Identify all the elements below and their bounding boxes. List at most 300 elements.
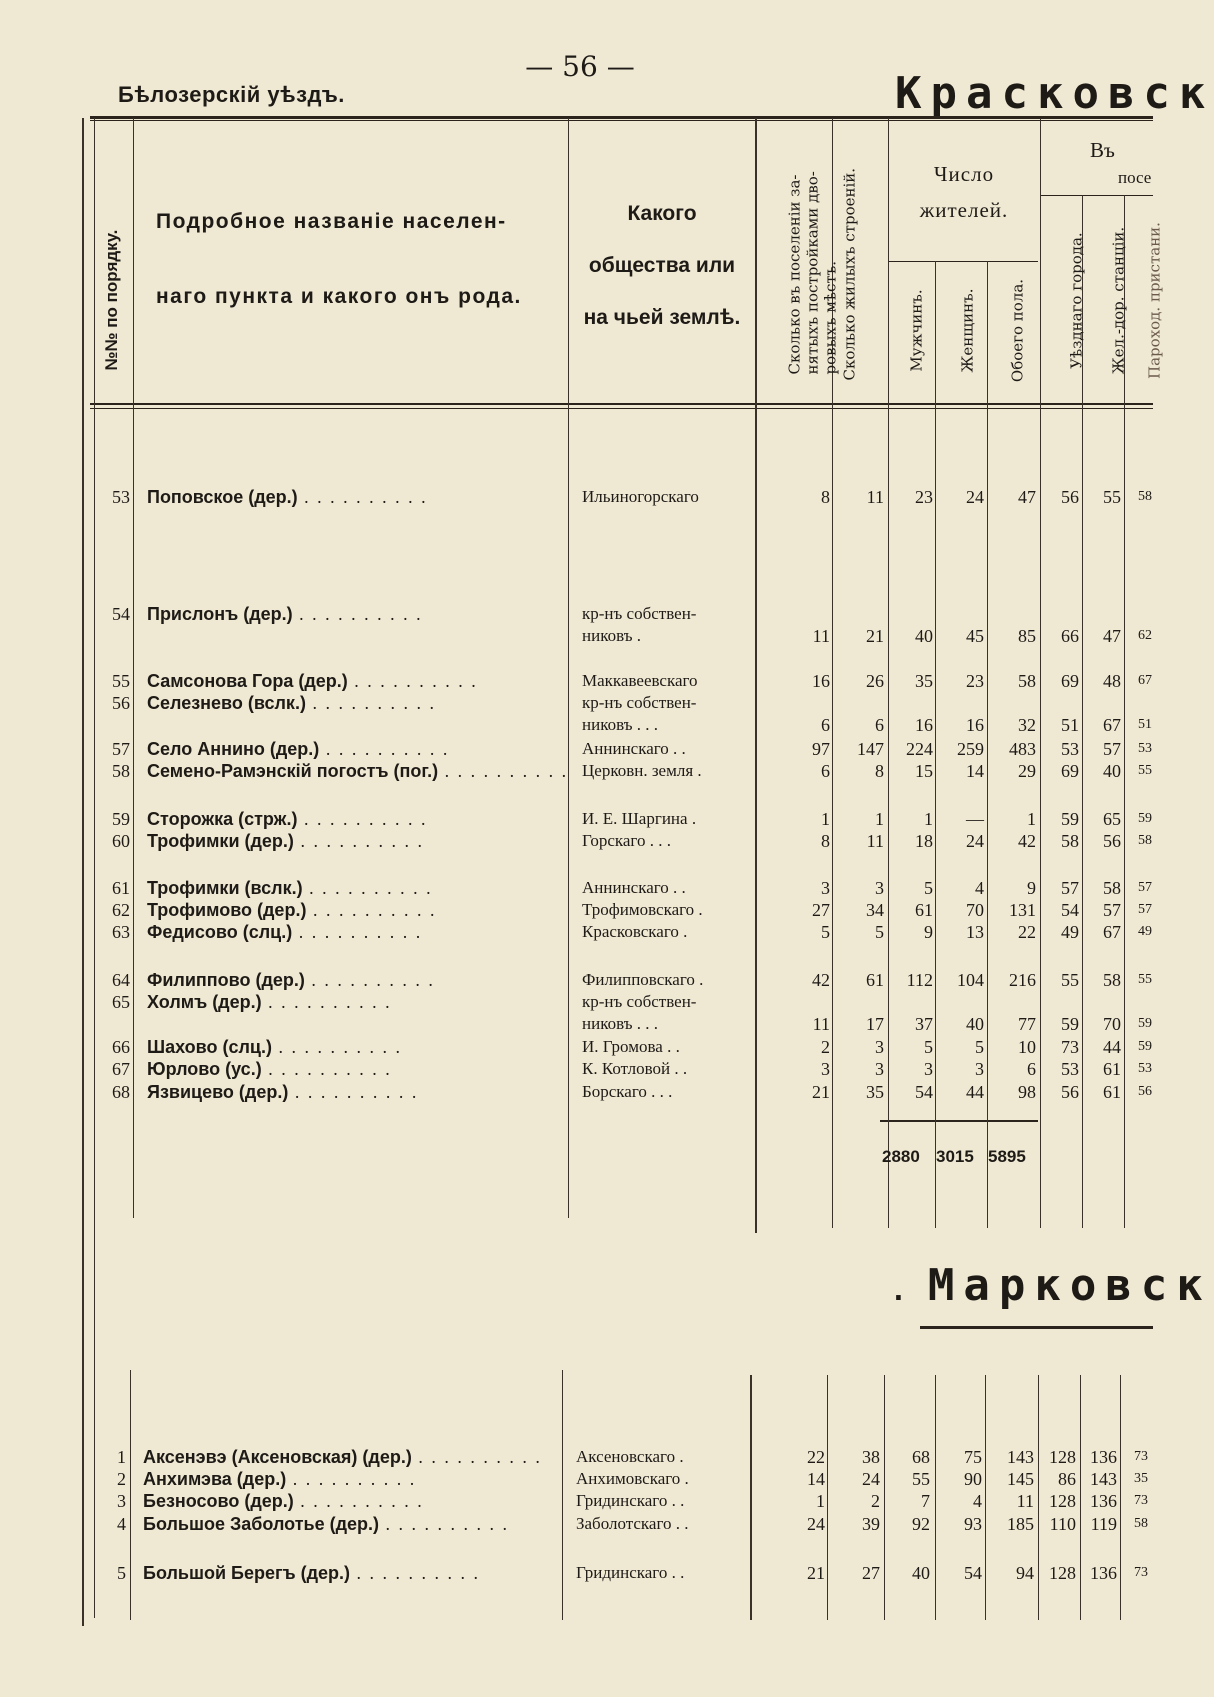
header-pier: Пароход. пристани. <box>1145 222 1164 379</box>
place-name: Большой Берегъ (дер.) <box>143 1563 351 1583</box>
value-town: 57 <box>1061 878 1079 898</box>
row-number: 60 <box>112 831 130 851</box>
place-name: Шахово (слц.) <box>147 1037 272 1057</box>
value-yards: 27 <box>812 900 830 920</box>
place-name: Трофимки (дер.) <box>147 831 294 851</box>
value-build: 6 <box>875 715 884 735</box>
place-name: Сторожка (стрж.) <box>147 809 298 829</box>
value-pier: 58 <box>1138 833 1152 848</box>
value-town: 55 <box>1061 970 1079 990</box>
header-row-number: №№ по порядку. <box>102 229 121 371</box>
value-pier: 35 <box>1134 1471 1148 1486</box>
volost-bottom-rule <box>920 1326 1153 1329</box>
value-pier: 55 <box>1138 763 1152 778</box>
value-both: 145 <box>1007 1469 1034 1489</box>
place-name: Поповское (дер.) <box>147 487 298 507</box>
value-town: 56 <box>1061 487 1079 507</box>
value-pier: 73 <box>1134 1565 1148 1580</box>
row-number: 5 <box>117 1563 126 1583</box>
row-number: 68 <box>112 1082 130 1102</box>
value-build: 11 <box>866 487 884 507</box>
value-town: 51 <box>1061 715 1079 735</box>
society-name: И. Громова . . <box>582 1037 680 1056</box>
row-number: 57 <box>112 739 130 759</box>
value-men: 54 <box>915 1082 933 1102</box>
place-name: Селезнево (вслк.) <box>147 693 306 713</box>
name-cell <box>143 1446 562 1468</box>
society-name: Заболотскаго . . <box>576 1514 689 1533</box>
value-men: 40 <box>912 1563 930 1583</box>
value-build: 38 <box>862 1447 880 1467</box>
table-top-rule-thin <box>90 120 1153 121</box>
col2-divider-women <box>985 1375 986 1620</box>
value-rail: 136 <box>1090 1491 1117 1511</box>
value-town: 53 <box>1061 739 1079 759</box>
society-name: никовъ . <box>582 626 641 645</box>
header-yards-line1: Сколько въ поселеніи за- <box>785 174 804 375</box>
row-number: 53 <box>112 487 130 507</box>
society-name: И. Е. Шаргина . <box>582 809 697 828</box>
header-distance-line1: Въ <box>1090 138 1115 162</box>
value-build: 39 <box>862 1514 880 1534</box>
value-build: 27 <box>862 1563 880 1583</box>
value-yards: 8 <box>821 831 830 851</box>
table-left-border <box>82 118 84 1626</box>
dot-leader: . . . . . . . . . . <box>286 1469 417 1489</box>
row-number: 54 <box>112 604 130 624</box>
col-divider-women <box>987 261 988 1228</box>
header-inhabitants-line1: Число <box>933 162 995 186</box>
value-yards: 5 <box>821 922 830 942</box>
value-women: 259 <box>957 739 984 759</box>
value-yards: 2 <box>821 1037 830 1057</box>
value-yards: 6 <box>821 761 830 781</box>
value-rail: 61 <box>1103 1082 1121 1102</box>
society-name: Филипповскаго . <box>582 970 704 989</box>
society-name: Церковн. земля . <box>582 761 702 780</box>
value-town: 128 <box>1049 1563 1076 1583</box>
totals-rule <box>880 1120 1038 1122</box>
value-build: 24 <box>862 1469 880 1489</box>
value-women: 90 <box>964 1469 982 1489</box>
value-yards: 21 <box>812 1082 830 1102</box>
value-rail: 61 <box>1103 1059 1121 1079</box>
header-yards-line2: нятыхъ постройками дво- <box>803 171 822 375</box>
dot-leader: . . . . . . . . . . <box>292 922 423 942</box>
value-both: 47 <box>1018 487 1036 507</box>
value-women: 45 <box>966 626 984 646</box>
header-women: Женщинъ. <box>958 288 977 373</box>
header-name-line1: Подробное названіе населен- <box>156 210 507 233</box>
value-town: 59 <box>1061 1014 1079 1034</box>
value-pier: 58 <box>1138 489 1152 504</box>
value-yards: 6 <box>821 715 830 735</box>
header-men: Мужчинъ. <box>907 289 926 372</box>
name-cell <box>147 692 568 714</box>
society-name: Маккавеевскаго <box>582 671 698 690</box>
value-town: 69 <box>1061 761 1079 781</box>
value-yards: 42 <box>812 970 830 990</box>
value-men: 37 <box>915 1014 933 1034</box>
row-number: 61 <box>112 878 130 898</box>
page-number: — 56 — <box>525 50 635 83</box>
value-rail: 57 <box>1103 739 1121 759</box>
name-cell <box>147 921 568 943</box>
value-both: 32 <box>1018 715 1036 735</box>
value-both: 216 <box>1009 970 1036 990</box>
value-build: 61 <box>866 970 884 990</box>
value-men: 9 <box>924 922 933 942</box>
place-name: Село Аннино (дер.) <box>147 739 320 759</box>
value-pier: 57 <box>1138 880 1152 895</box>
society-name: Гридинскаго . . <box>576 1563 685 1582</box>
society-name: Трофимовскаго . <box>582 900 703 919</box>
row-number: 59 <box>112 809 130 829</box>
header-yards-line3: ровыхъ мѣстъ. <box>821 260 840 375</box>
name-cell <box>147 1058 568 1080</box>
value-women: 93 <box>964 1514 982 1534</box>
value-yards: 3 <box>821 1059 830 1079</box>
header-bottom-rule <box>90 403 1153 405</box>
value-rail: 58 <box>1103 878 1121 898</box>
society-name: никовъ . . . <box>582 1014 658 1033</box>
society-name: Красковскаго . <box>582 922 688 941</box>
society-name: кр-нъ собствен- <box>582 604 697 623</box>
society-name: кр-нъ собствен- <box>582 992 697 1011</box>
value-both: 22 <box>1018 922 1036 942</box>
place-name: Филиппово (дер.) <box>147 970 305 990</box>
row-number: 55 <box>112 671 130 691</box>
value-women: 3 <box>975 1059 984 1079</box>
name-cell <box>147 738 568 760</box>
value-yards: 3 <box>821 878 830 898</box>
value-town: 110 <box>1049 1514 1076 1534</box>
value-rail: 143 <box>1090 1469 1117 1489</box>
value-women: 75 <box>964 1447 982 1467</box>
dot-leader: . . . . . . . . . . <box>293 831 424 851</box>
col2-divider-town <box>1080 1375 1081 1620</box>
value-both: 185 <box>1007 1514 1034 1534</box>
value-rail: 47 <box>1103 626 1121 646</box>
value-both: 131 <box>1009 900 1036 920</box>
header-buildings: Сколько жилыхъ строеній. <box>840 167 859 381</box>
value-pier: 62 <box>1138 628 1152 643</box>
value-both: 94 <box>1016 1563 1034 1583</box>
value-town: 59 <box>1061 809 1079 829</box>
county-title: Бѣлозерскій уѣздъ. <box>118 82 345 107</box>
value-men: 18 <box>915 831 933 851</box>
col-divider-buildings <box>888 118 889 1228</box>
dot-leader: . . . . . . . . . . <box>304 970 435 990</box>
name-cell <box>147 808 568 830</box>
value-town: 66 <box>1061 626 1079 646</box>
value-men: 40 <box>915 626 933 646</box>
header-bottom-rule-thin <box>90 408 1153 409</box>
value-women: 4 <box>975 878 984 898</box>
value-build: 3 <box>875 878 884 898</box>
value-women: 5 <box>975 1037 984 1057</box>
place-name: Большое Заболотье (дер.) <box>143 1514 380 1534</box>
value-women: 4 <box>973 1491 982 1511</box>
value-town: 73 <box>1061 1037 1079 1057</box>
value-women: 40 <box>966 1014 984 1034</box>
value-build: 35 <box>866 1082 884 1102</box>
col2-divider-society <box>750 1375 752 1620</box>
col2-divider-yards <box>827 1375 828 1620</box>
value-yards: 11 <box>812 1014 830 1034</box>
col2-divider-both <box>1038 1375 1039 1620</box>
volost-title-bottom: . Марковск <box>890 1260 1212 1311</box>
value-women: 16 <box>966 715 984 735</box>
dot-leader: . . . . . . . . . . <box>319 739 450 759</box>
value-pier: 59 <box>1138 1039 1152 1054</box>
value-pier: 56 <box>1138 1084 1152 1099</box>
value-yards: 11 <box>812 626 830 646</box>
col-divider-men <box>935 261 936 1228</box>
header-society-line3: на чьей землѣ. <box>583 306 741 329</box>
value-men: 112 <box>906 970 933 990</box>
value-town: 128 <box>1049 1447 1076 1467</box>
row-number: 67 <box>112 1059 130 1079</box>
value-pier: 53 <box>1138 1061 1152 1076</box>
row-number: 64 <box>112 970 130 990</box>
value-rail: 67 <box>1103 715 1121 735</box>
value-pier: 59 <box>1138 811 1152 826</box>
value-rail: 136 <box>1090 1563 1117 1583</box>
value-pier: 59 <box>1138 1016 1152 1031</box>
value-women: 24 <box>966 487 984 507</box>
value-men: 61 <box>915 900 933 920</box>
value-yards: 21 <box>807 1563 825 1583</box>
name-cell <box>147 603 568 625</box>
place-name: Аксенэвэ (Аксеновская) (дер.) <box>143 1447 412 1467</box>
value-women: 24 <box>966 831 984 851</box>
place-name: Прислонъ (дер.) <box>147 604 293 624</box>
value-men: 35 <box>915 671 933 691</box>
value-yards: 24 <box>807 1514 825 1534</box>
value-women: 14 <box>966 761 984 781</box>
name-cell <box>143 1513 562 1535</box>
value-build: 3 <box>875 1037 884 1057</box>
row-number: 3 <box>117 1491 126 1511</box>
value-pier: 49 <box>1138 924 1152 939</box>
value-yards: 14 <box>807 1469 825 1489</box>
value-both: 6 <box>1027 1059 1036 1079</box>
value-town: 86 <box>1058 1469 1076 1489</box>
value-town: 49 <box>1061 922 1079 942</box>
value-pier: 73 <box>1134 1449 1148 1464</box>
value-build: 11 <box>866 831 884 851</box>
row-number: 2 <box>117 1469 126 1489</box>
society-name: Горскаго . . . <box>582 831 671 850</box>
value-yards: 16 <box>812 671 830 691</box>
total-women: 3015 <box>936 1147 974 1166</box>
dot-leader: . . . . . . . . . . <box>261 992 392 1012</box>
dot-leader: . . . . . . . . . . <box>302 878 433 898</box>
place-name: Анхимэва (дер.) <box>143 1469 287 1489</box>
dot-leader: . . . . . . . . . . <box>350 1563 481 1583</box>
header-society-line1: Какого <box>627 202 697 225</box>
col2-divider-name <box>562 1370 563 1620</box>
value-build: 8 <box>875 761 884 781</box>
col2-divider-rail <box>1120 1375 1121 1620</box>
value-women: — <box>966 809 984 829</box>
header-distance-line2: посе <box>1118 168 1152 187</box>
value-both: 11 <box>1016 1491 1034 1511</box>
place-name: Самсонова Гора (дер.) <box>147 671 348 691</box>
value-rail: 119 <box>1090 1514 1117 1534</box>
place-name: Холмъ (дер.) <box>147 992 262 1012</box>
volost-title-top: Красковск <box>895 68 1214 119</box>
society-name: Анхимовскаго . <box>576 1469 689 1488</box>
place-name: Трофимки (вслк.) <box>147 878 303 898</box>
name-cell <box>147 1081 568 1103</box>
header-society-line2: общества или <box>588 254 736 277</box>
value-men: 5 <box>924 1037 933 1057</box>
name-cell <box>147 877 568 899</box>
value-pier: 73 <box>1134 1493 1148 1508</box>
row-number: 62 <box>112 900 130 920</box>
value-build: 5 <box>875 922 884 942</box>
value-men: 15 <box>915 761 933 781</box>
col-divider-no <box>133 118 134 1218</box>
table-left-border-inner <box>94 118 95 1618</box>
value-yards: 97 <box>812 739 830 759</box>
society-name: К. Котловой . . <box>582 1059 688 1078</box>
society-name: Ильиногорскаго <box>582 487 699 506</box>
dot-leader: . . . . . . . . . . <box>288 1082 419 1102</box>
name-cell <box>147 830 568 852</box>
total-both: 5895 <box>988 1147 1026 1166</box>
value-rail: 57 <box>1103 900 1121 920</box>
value-pier: 58 <box>1134 1516 1148 1531</box>
row-number: 63 <box>112 922 130 942</box>
value-build: 2 <box>871 1491 880 1511</box>
value-pier: 51 <box>1138 717 1152 732</box>
name-cell <box>147 486 568 508</box>
dot-leader: . . . . . . . . . . <box>297 487 428 507</box>
place-name: Юрлово (ус.) <box>147 1059 262 1079</box>
value-town: 56 <box>1061 1082 1079 1102</box>
value-yards: 1 <box>821 809 830 829</box>
row-number: 58 <box>112 761 130 781</box>
header-inhabitants-line2: жителей. <box>919 198 1009 222</box>
value-women: 23 <box>966 671 984 691</box>
value-men: 55 <box>912 1469 930 1489</box>
society-name: Борскаго . . . <box>582 1082 673 1101</box>
value-build: 21 <box>866 626 884 646</box>
value-women: 70 <box>966 900 984 920</box>
value-pier: 57 <box>1138 902 1152 917</box>
value-pier: 53 <box>1138 741 1152 756</box>
society-name: Аннинскаго . . <box>582 878 686 897</box>
col2-divider-no <box>130 1370 131 1620</box>
value-build: 26 <box>866 671 884 691</box>
name-cell <box>147 670 568 692</box>
dot-leader: . . . . . . . . . . <box>305 693 436 713</box>
society-name: кр-нъ собствен- <box>582 693 697 712</box>
value-town: 54 <box>1061 900 1079 920</box>
society-name: Аксеновскаго . <box>576 1447 684 1466</box>
value-build: 34 <box>866 900 884 920</box>
col-divider-name <box>568 118 569 1218</box>
name-cell <box>143 1490 562 1512</box>
value-both: 42 <box>1018 831 1036 851</box>
value-women: 13 <box>966 922 984 942</box>
value-men: 16 <box>915 715 933 735</box>
value-both: 77 <box>1018 1014 1036 1034</box>
name-cell <box>147 1036 568 1058</box>
header-town: Уѣзднаго города. <box>1067 232 1086 369</box>
dot-leader: . . . . . . . . . . <box>306 900 437 920</box>
distance-subrule <box>1040 195 1153 196</box>
header-both: Обоего пола. <box>1008 278 1027 383</box>
value-rail: 67 <box>1103 922 1121 942</box>
value-men: 1 <box>924 809 933 829</box>
value-men: 23 <box>915 487 933 507</box>
value-pier: 67 <box>1138 673 1152 688</box>
value-rail: 40 <box>1103 761 1121 781</box>
value-yards: 8 <box>821 487 830 507</box>
place-name: Федисово (слц.) <box>147 922 293 942</box>
row-number: 4 <box>117 1514 126 1534</box>
name-cell <box>147 969 568 991</box>
col-divider-society <box>755 118 757 1233</box>
value-women: 54 <box>964 1563 982 1583</box>
value-both: 29 <box>1018 761 1036 781</box>
dot-leader: . . . . . . . . . . <box>347 671 478 691</box>
value-town: 69 <box>1061 671 1079 691</box>
value-rail: 70 <box>1103 1014 1121 1034</box>
value-both: 58 <box>1018 671 1036 691</box>
dot-leader: . . . . . . . . . . <box>438 761 569 781</box>
value-rail: 48 <box>1103 671 1121 691</box>
value-both: 98 <box>1018 1082 1036 1102</box>
value-both: 483 <box>1009 739 1036 759</box>
value-pier: 55 <box>1138 972 1152 987</box>
society-name: Гридинскаго . . <box>576 1491 685 1510</box>
col-divider-both <box>1040 118 1041 1228</box>
value-men: 3 <box>924 1059 933 1079</box>
col2-divider-buildings <box>884 1375 885 1620</box>
dot-leader: . . . . . . . . . . <box>379 1514 510 1534</box>
value-town: 58 <box>1061 831 1079 851</box>
value-town: 53 <box>1061 1059 1079 1079</box>
value-rail: 56 <box>1103 831 1121 851</box>
value-men: 7 <box>921 1491 930 1511</box>
value-build: 147 <box>857 739 884 759</box>
place-name: Язвицево (дер.) <box>147 1082 289 1102</box>
dot-leader: . . . . . . . . . . <box>292 604 423 624</box>
value-yards: 1 <box>816 1491 825 1511</box>
table-top-rule <box>90 116 1153 119</box>
dot-leader: . . . . . . . . . . <box>271 1037 402 1057</box>
value-rail: 65 <box>1103 809 1121 829</box>
row-number: 65 <box>112 992 130 1012</box>
place-name: Трофимово (дер.) <box>147 900 307 920</box>
value-men: 224 <box>906 739 933 759</box>
name-cell <box>147 760 568 782</box>
value-rail: 44 <box>1103 1037 1121 1057</box>
value-rail: 55 <box>1103 487 1121 507</box>
value-rail: 136 <box>1090 1447 1117 1467</box>
row-number: 56 <box>112 693 130 713</box>
value-women: 104 <box>957 970 984 990</box>
dot-leader: . . . . . . . . . . <box>261 1059 392 1079</box>
society-name: Аннинскаго . . <box>582 739 686 758</box>
name-cell <box>143 1468 562 1490</box>
dot-leader: . . . . . . . . . . <box>411 1447 542 1467</box>
